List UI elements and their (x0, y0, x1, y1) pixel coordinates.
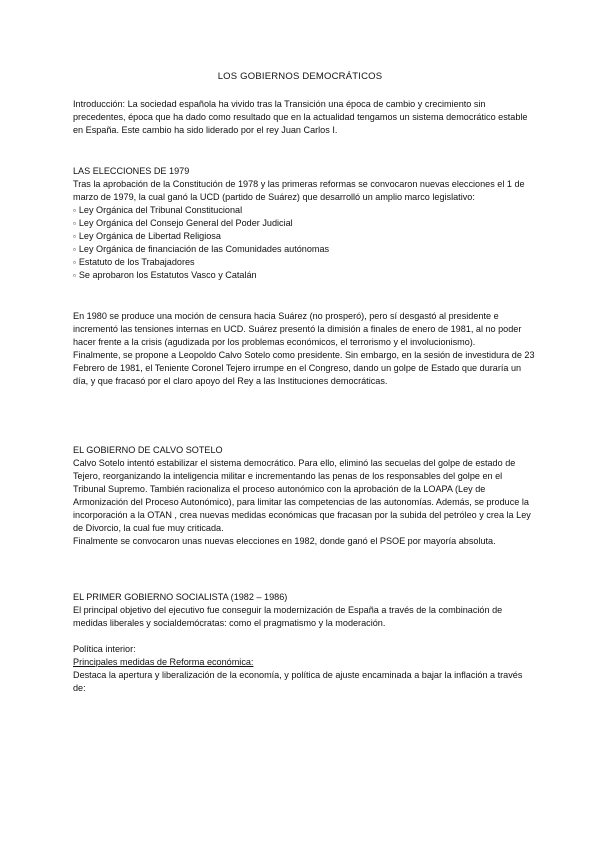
section-paragraph: Tras la aprobación de la Constitución de 1978 y las primeras reformas se convocaron nuevas elecciones el 1 de marzo de 1979, la cual ganó la UCD (partido de Suárez) que desarrolló un amplio marco legislativo: (73, 179, 525, 202)
section-paragraph: Calvo Sotelo intentó estabilizar el sistema democrático. Para ello, eliminó las secuelas del golpe de estado de Tejero, reorganizando la inteligencia militar e incrementando las penas de los responsables del golpe en el Tribunal Supremo. También racionaliza el proceso autonómico con la aprobación de la LOAPA (Ley de Armonización del Proceso Autonómico), para limitar las competencias de las autonomías. Además, se produce la incorporación a la OTAN , crea nuevas medidas económicas que fracasan por la subida del petróleo y crea la Ley de Divorcio, la cual fue muy criticada. (73, 458, 531, 533)
politica-interior-block (73, 643, 535, 695)
section-primer-gobierno-socialista (73, 591, 535, 630)
list-item: ▫ Ley Orgánica de Libertad Religiosa (73, 230, 535, 243)
list-item: ▫ Ley Orgánica de financiación de las Comunidades autónomas (73, 243, 535, 256)
section-paragraph: Destaca la apertura y liberalización de la economía, y política de ajuste encaminada a bajar la inflación a través de: (73, 670, 523, 693)
section-heading: LAS ELECCIONES DE 1979 (73, 166, 190, 176)
section-paragraph: El principal objetivo del ejecutivo fue conseguir la modernización de España a través de la combinación de medidas liberales y socialdemócratas: como el pragmatismo y la moderación. (73, 605, 503, 628)
underlined-subheading: Principales medidas de Reforma económica: (73, 657, 254, 667)
list-item: ▫ Estatuto de los Trabajadores (73, 256, 535, 269)
list-item: ▫ Se aprobaron los Estatutos Vasco y Catalán (73, 269, 535, 282)
subheading: Política interior: (73, 644, 136, 654)
section-heading: EL GOBIERNO DE CALVO SOTELO (73, 445, 223, 455)
list-item: ▫ Ley Orgánica del Consejo General del Poder Judicial (73, 217, 535, 230)
section-heading: EL PRIMER GOBIERNO SOCIALISTA (1982 – 1986) (73, 592, 288, 602)
section-calvo-sotelo (73, 444, 535, 548)
section-elecciones-1979 (73, 165, 535, 282)
document-title: LOS GOBIERNOS DEMOCRÁTICOS (217, 71, 383, 82)
section-paragraph: En 1980 se produce una moción de censura hacia Suárez (no prosperó), pero sí desgastó al presidente e incrementó las tensiones internas en UCD. Suárez presentó la dimisión a finales de enero de 1981, al no poder hacer frente a la crisis (agudizada por los problemas económicos, el terrorismo y el involucionismo). (73, 311, 522, 347)
intro-block (73, 98, 535, 137)
section-elecciones-1979-continued (73, 310, 535, 388)
legislation-list (73, 204, 535, 282)
section-paragraph: Finalmente se convocaron unas nuevas elecciones en 1982, donde ganó el PSOE por mayoría absoluta. (73, 536, 496, 546)
intro-paragraph: Introducción: La sociedad española ha vivido tras la Transición una época de cambio y crecimiento sin precedentes, época que ha dado como resultado que en la actualidad tengamos un sistema democrático estable en España. Este cambio ha sido liderado por el rey Juan Carlos I. (73, 99, 528, 135)
list-item: ▫ Ley Orgánica del Tribunal Constitucional (73, 204, 535, 217)
section-paragraph: Finalmente, se propone a Leopoldo Calvo Sotelo como presidente. Sin embargo, en la sesión de investidura de 23 Febrero de 1981, el Teniente Coronel Tejero irrumpe en el Congreso, dando un golpe de Estado que duraría un día, y que fracasó por el claro apoyo del Rey a las Instituciones democráticas. (73, 350, 535, 386)
